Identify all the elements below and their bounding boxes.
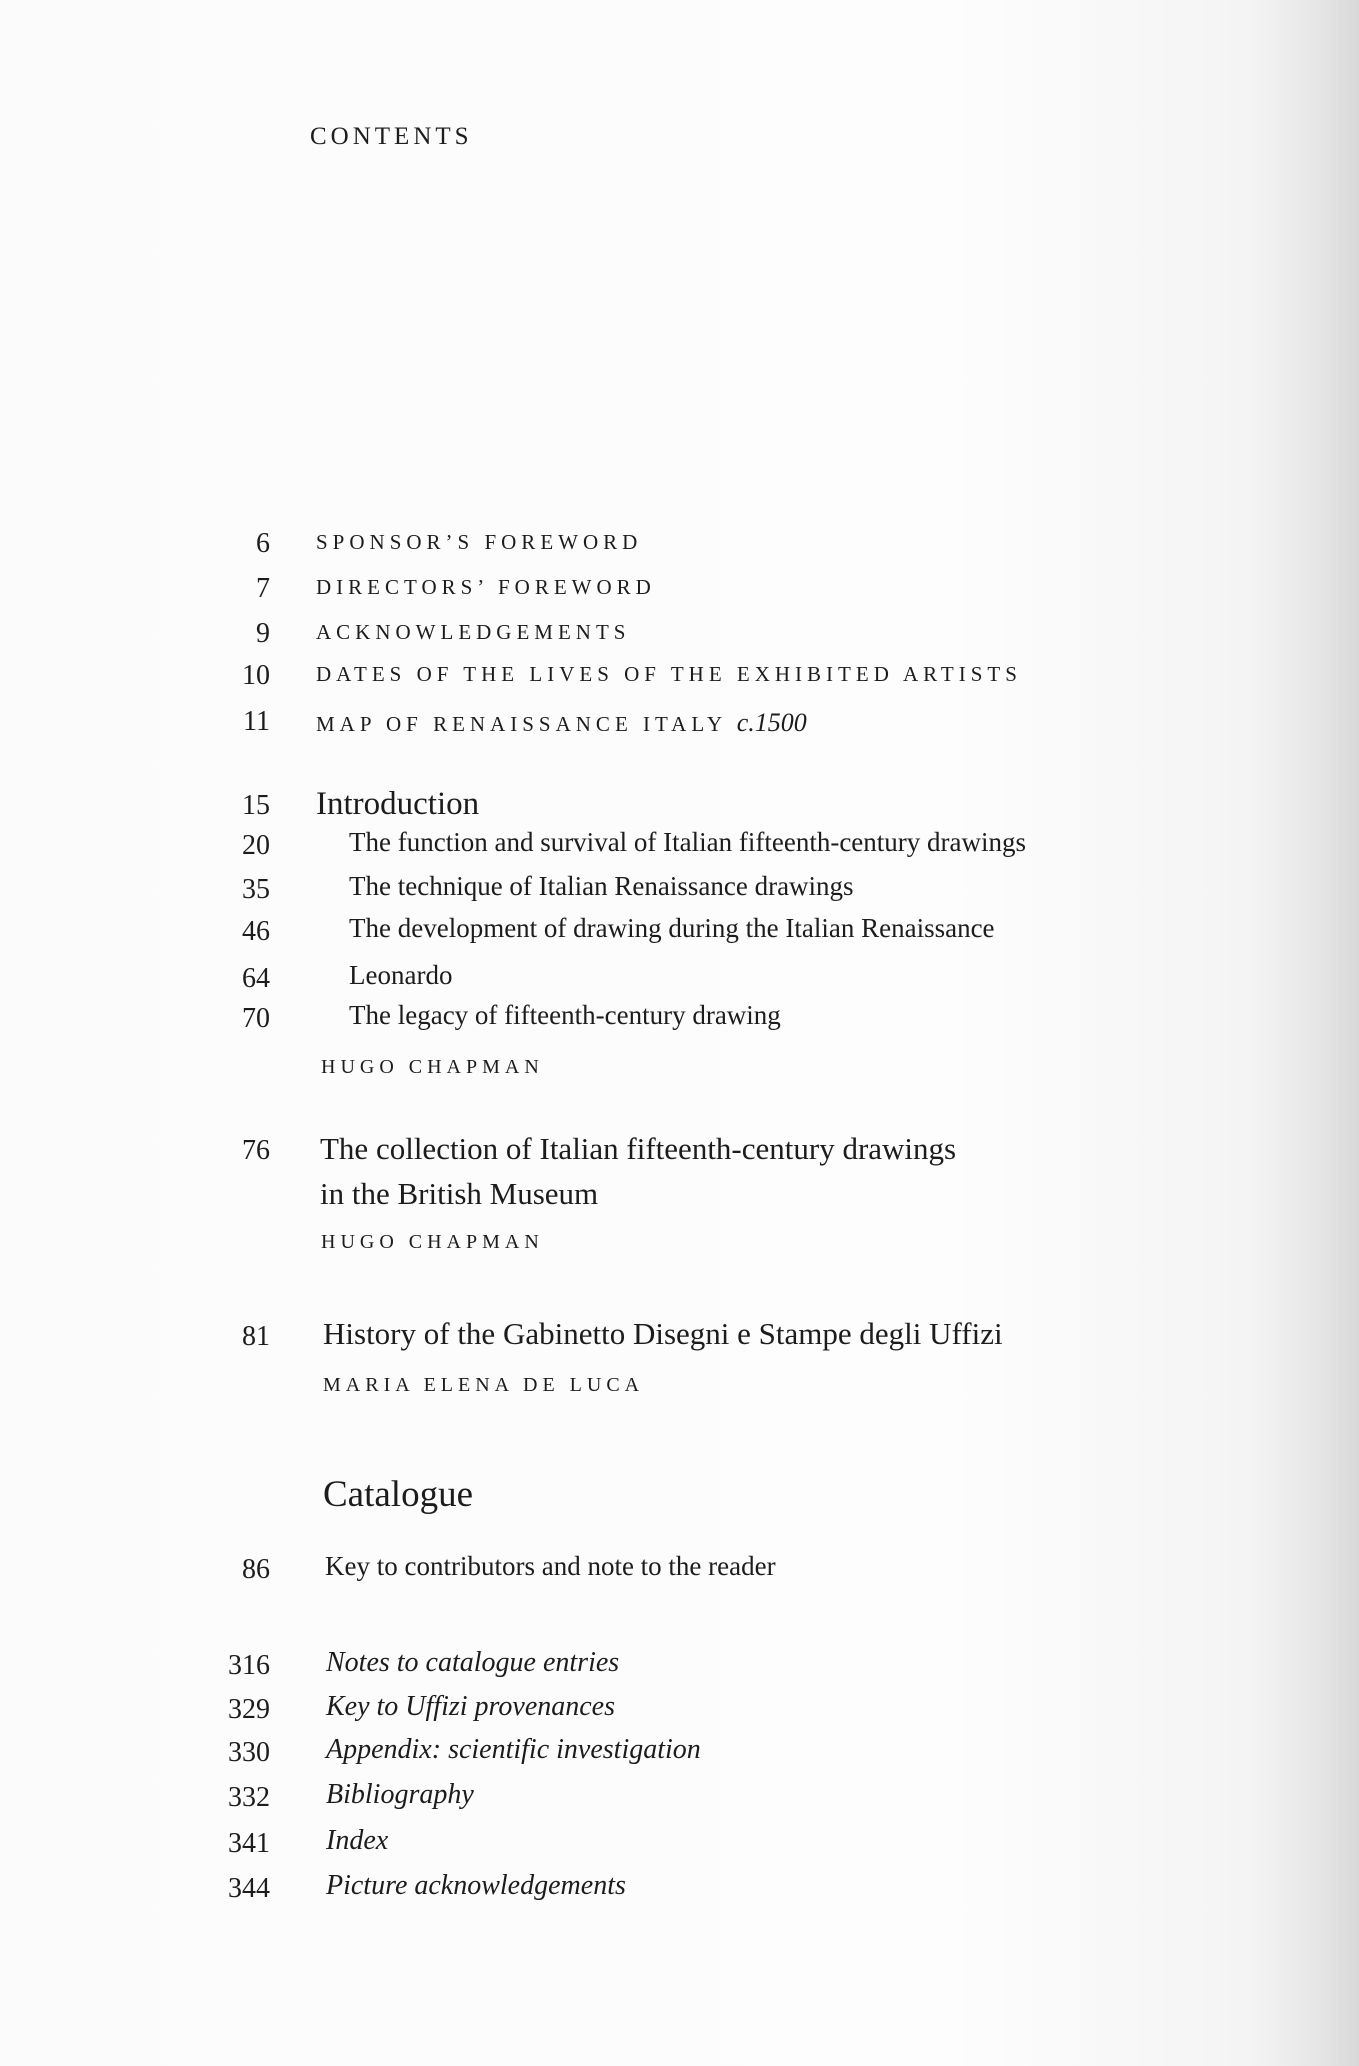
toc-entry: Picture acknowledgements bbox=[326, 1870, 626, 1901]
toc-entry: DIRECTORS’ FOREWORD bbox=[316, 575, 656, 599]
toc-entry: ACKNOWLEDGEMENTS bbox=[316, 620, 631, 644]
toc-page-number: 46 bbox=[242, 916, 270, 947]
toc-page-number: 6 bbox=[256, 528, 270, 559]
toc-page-number: 64 bbox=[242, 963, 270, 994]
toc-page-number: 15 bbox=[242, 790, 270, 821]
toc-subentry: The development of drawing during the Italian Renaissance bbox=[349, 913, 995, 943]
toc-entry-date: c.1500 bbox=[736, 708, 807, 737]
toc-page-number: 332 bbox=[228, 1782, 270, 1813]
toc-entry: Key to contributors and note to the reader bbox=[325, 1551, 776, 1581]
toc-entry: Key to Uffizi provenances bbox=[326, 1691, 616, 1722]
toc-page-number: 10 bbox=[242, 660, 270, 691]
toc-page-number: 70 bbox=[242, 1003, 270, 1034]
author-name: HUGO CHAPMAN bbox=[321, 1056, 544, 1078]
toc-page-number: 344 bbox=[228, 1873, 270, 1904]
toc-entry: Notes to catalogue entries bbox=[326, 1647, 620, 1678]
toc-page-number: 7 bbox=[256, 573, 270, 604]
toc-page-number: 316 bbox=[228, 1650, 270, 1681]
toc-entry: DATES OF THE LIVES OF THE EXHIBITED ARTISTS bbox=[316, 662, 1022, 686]
toc-entry: SPONSOR’S FOREWORD bbox=[316, 530, 643, 554]
toc-page-number: 11 bbox=[243, 706, 270, 737]
toc-subentry: Leonardo bbox=[349, 960, 453, 990]
toc-page-number: 329 bbox=[228, 1694, 270, 1725]
toc-entry bbox=[316, 710, 807, 736]
toc-entry: Appendix: scientific investigation bbox=[326, 1734, 701, 1765]
toc-entry: Bibliography bbox=[326, 1779, 474, 1810]
section-heading: History of the Gabinetto Disegni e Stampe degli Uffizi bbox=[323, 1316, 1003, 1351]
toc-page-number: 9 bbox=[256, 618, 270, 649]
toc-page-number: 81 bbox=[242, 1321, 270, 1352]
toc-subentry: The technique of Italian Renaissance drawings bbox=[349, 871, 854, 901]
toc-entry-label: MAP OF RENAISSANCE ITALY bbox=[316, 712, 727, 736]
author-name: HUGO CHAPMAN bbox=[321, 1231, 544, 1253]
page-title: CONTENTS bbox=[310, 123, 473, 150]
toc-entry: Index bbox=[326, 1825, 389, 1856]
toc-subentry: The function and survival of Italian fifteenth-century drawings bbox=[349, 827, 1027, 857]
catalogue-heading: Catalogue bbox=[323, 1474, 474, 1515]
toc-page-number: 86 bbox=[242, 1554, 270, 1585]
toc-page-number: 341 bbox=[228, 1828, 270, 1859]
section-heading: The collection of Italian fifteenth-century drawings bbox=[320, 1131, 957, 1166]
toc-subentry: The legacy of fifteenth-century drawing bbox=[349, 1000, 781, 1030]
toc-page-number: 35 bbox=[242, 874, 270, 905]
toc-page-number: 330 bbox=[228, 1737, 270, 1768]
section-heading: Introduction bbox=[316, 786, 480, 822]
toc-page-number: 20 bbox=[242, 830, 270, 861]
section-heading-continued: in the British Museum bbox=[320, 1176, 599, 1211]
toc-page-number: 76 bbox=[242, 1135, 270, 1166]
author-name: MARIA ELENA DE LUCA bbox=[323, 1374, 645, 1396]
